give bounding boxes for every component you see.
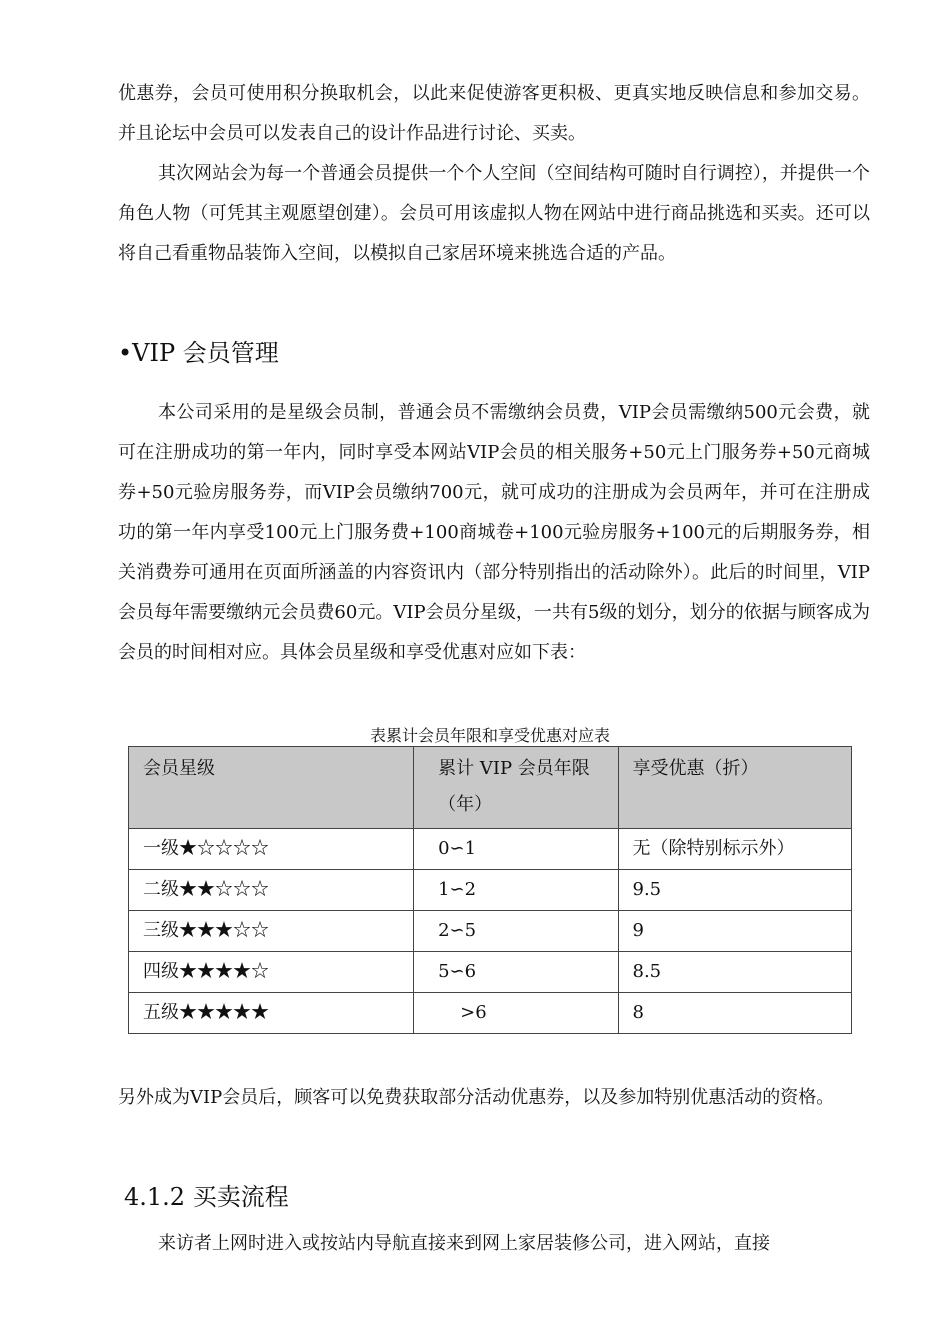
cell-level: 二级★★☆☆☆ <box>129 870 414 911</box>
cell-level: 三级★★★☆☆ <box>129 911 414 952</box>
heading-trade-flow: 4.1.2 买卖流程 <box>124 1183 289 1211</box>
cell-years: 2∽5 <box>414 911 618 952</box>
cell-years: 5∽6 <box>414 952 618 993</box>
table-row <box>129 952 852 993</box>
table-header-row <box>129 747 852 829</box>
cell-discount: 8 <box>618 993 852 1034</box>
vip-level-table <box>128 746 852 1034</box>
cell-discount: 9.5 <box>618 870 852 911</box>
header-member-level: 会员星级 <box>129 747 414 829</box>
cell-discount: 无（除特别标示外） <box>618 829 852 870</box>
paragraph-vip-membership: 本公司采用的是星级会员制，普通会员不需缴纳会员费，VIP会员需缴纳500元会费，就可在注册成功的第一年内，同时享受本网站VIP会员的相关服务+50元上门服务券+50元商城券+50元验房服务券，而VIP会员缴纳700元，就可成功的注册成为会员两年，并可在注册成功的第一年内享受100元上门服务费+100商城卷+100元验房服务+100元的后期服务券，相关消费券可通用在页面所涵盖的内容资讯内（部分特别指出的活动除外）。此后的时间里，VIP会员每年需要缴纳元会员费60元。VIP会员分星级，一共有5级的划分，划分的依据与顾客成为会员的时间相对应。具体会员星级和享受优惠对应如下表： <box>118 402 870 663</box>
cell-discount: 8.5 <box>618 952 852 993</box>
cell-level: 四级★★★★☆ <box>129 952 414 993</box>
cell-years: 0∽1 <box>414 829 618 870</box>
cell-level: 一级★☆☆☆☆ <box>129 829 414 870</box>
table-row <box>129 829 852 870</box>
cell-discount: 9 <box>618 911 852 952</box>
cell-years: 1∽2 <box>414 870 618 911</box>
cell-level: 五级★★★★★ <box>129 993 414 1034</box>
paragraph-trade-flow: 来访者上网时进入或按站内导航直接来到网上家居装修公司，进入网站，直接 <box>158 1233 770 1254</box>
cell-years: >6 <box>414 993 618 1034</box>
table-row <box>129 993 852 1034</box>
table-row <box>129 870 852 911</box>
heading-vip-management: •VIP 会员管理 <box>118 339 279 367</box>
paragraph-coupon-points: 优惠券，会员可使用积分换取机会，以此来促使游客更积极、更真实地反映信息和参加交易。并且论坛中会员可以发表自己的设计作品进行讨论、买卖。 <box>118 83 870 144</box>
table-row <box>129 911 852 952</box>
paragraph-vip-benefits: 另外成为VIP会员后，顾客可以免费获取部分活动优惠券，以及参加特别优惠活动的资格。 <box>118 1087 835 1108</box>
header-member-years: 累计 VIP 会员年限（年） <box>414 747 618 829</box>
table-caption: 表累计会员年限和享受优惠对应表 <box>369 726 610 745</box>
header-discount: 享受优惠（折） <box>618 747 852 829</box>
paragraph-personal-space: 其次网站会为每一个普通会员提供一个个人空间（空间结构可随时自行调控），并提供一个角色人物（可凭其主观愿望创建）。会员可用该虚拟人物在网站中进行商品挑选和买卖。还可以将自己看重物品装饰入空间，以模拟自己家居环境来挑选合适的产品。 <box>118 163 870 264</box>
